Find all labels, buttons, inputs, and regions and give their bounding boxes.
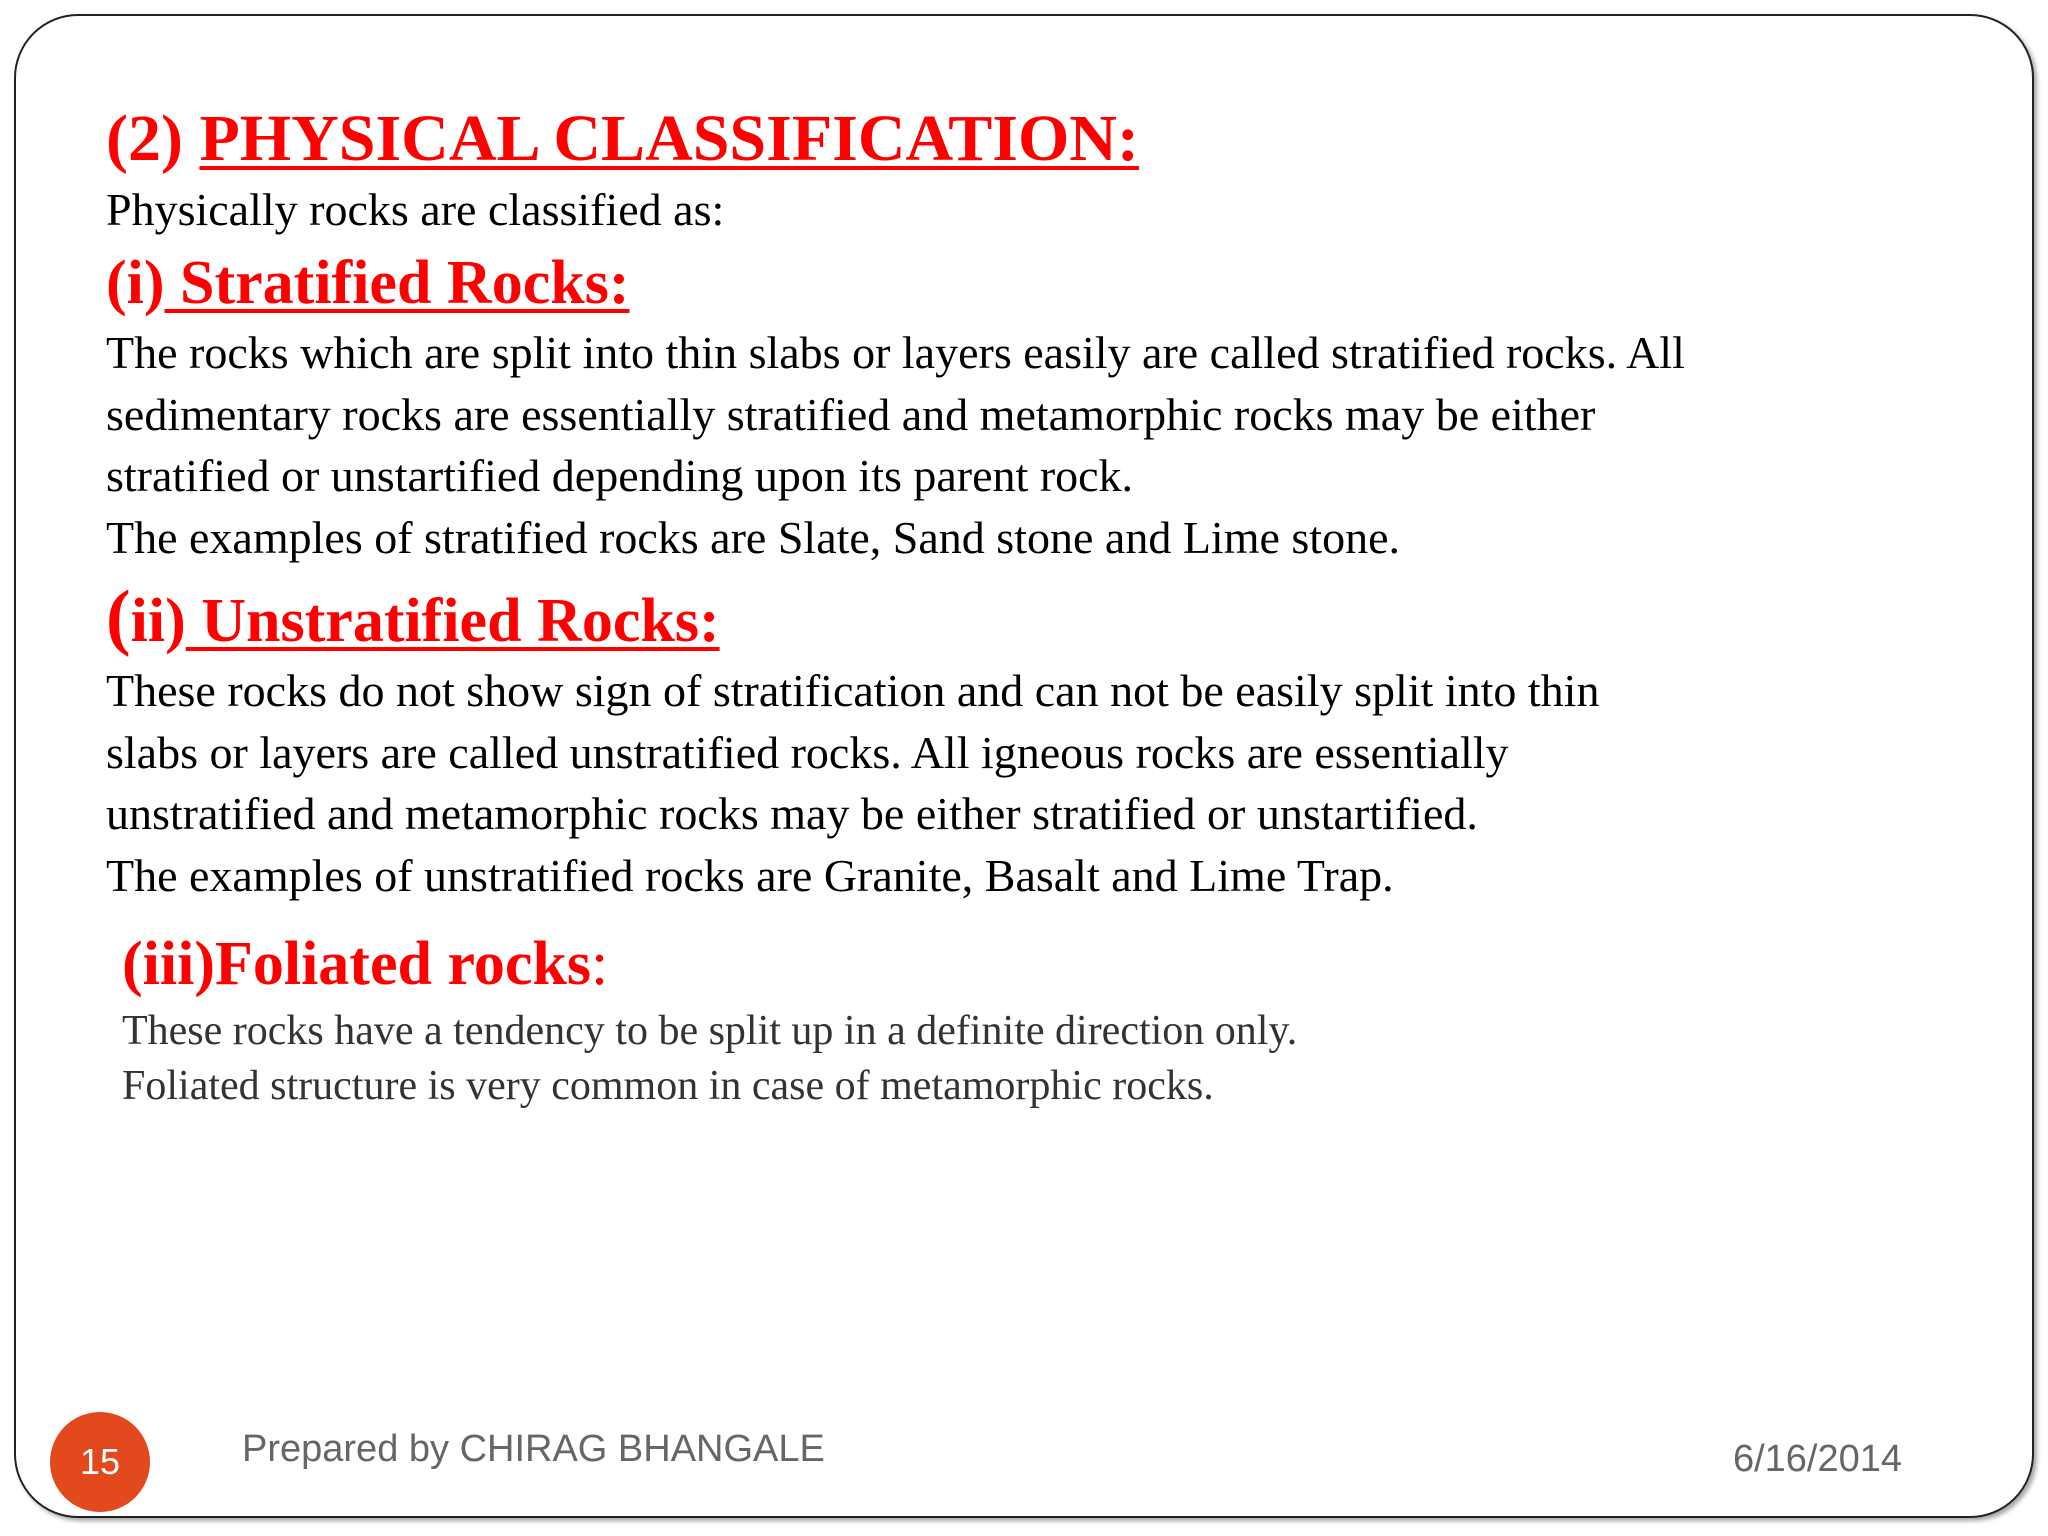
footer-date: 6/16/2014: [1732, 1438, 1902, 1480]
footer-author: Prepared by CHIRAG BHANGALE: [242, 1428, 825, 1470]
title-prefix: (2): [106, 102, 200, 175]
spacer: [106, 906, 1986, 924]
stratified-line-4: The examples of stratified rocks are Slate, Sand stone and Lime stone.: [106, 511, 1400, 563]
heading-foliated-label: (iii)Foliated rocks: [122, 930, 591, 998]
foliated-line-1: These rocks have a tendency to be split up in a definite direction only.: [122, 1008, 1298, 1054]
heading-unstratified-label: Unstratified Rocks:: [185, 587, 720, 655]
stratified-line-2: sedimentary rocks are essentially stratified and metamorphic rocks may be either: [106, 388, 1596, 440]
unstratified-line-1: These rocks do not show sign of stratification and can not be easily split into thin: [106, 665, 1600, 716]
heading-unstratified-paren: (: [106, 576, 131, 658]
page-number: 15: [79, 1441, 121, 1482]
stratified-line-3: stratified or unstartified depending upon its parent rock.: [106, 450, 1134, 501]
unstratified-line-3: unstratified and metamorphic rocks may be either stratified or unstartified.: [106, 788, 1478, 839]
heading-unstratified-rocks: [106, 578, 1986, 660]
heading-foliated-rocks: [122, 924, 1986, 1004]
foliated-line-2: Foliated structure is very common in case of metamorphic rocks.: [122, 1063, 1214, 1109]
heading-stratified-rocks: [106, 244, 1986, 322]
title-main: PHYSICAL CLASSIFICATION:: [199, 102, 1139, 175]
unstratified-line-2: slabs or layers are called unstratified rocks. All igneous rocks are essentially: [106, 726, 1509, 778]
slide-content: [106, 98, 1986, 1114]
unstratified-line-4: The examples of unstratified rocks are Granite, Basalt and Lime Trap.: [106, 849, 1394, 901]
foliated-section: [122, 924, 1986, 1114]
slide-frame: [14, 14, 2034, 1518]
spacer: [106, 568, 1986, 578]
intro-text: Physically rocks are classified as:: [106, 184, 725, 235]
heading-stratified-prefix: (i): [106, 249, 165, 317]
heading-stratified-label: Stratified Rocks:: [164, 249, 630, 317]
heading-foliated-colon: :: [590, 930, 609, 998]
stratified-line-1: The rocks which are split into thin slabs or layers easily are called stratified rocks. All: [106, 327, 1685, 378]
page-number-badge: [50, 1412, 150, 1512]
heading-unstratified-prefix: ii): [130, 587, 186, 655]
slide-title: [106, 98, 1986, 180]
